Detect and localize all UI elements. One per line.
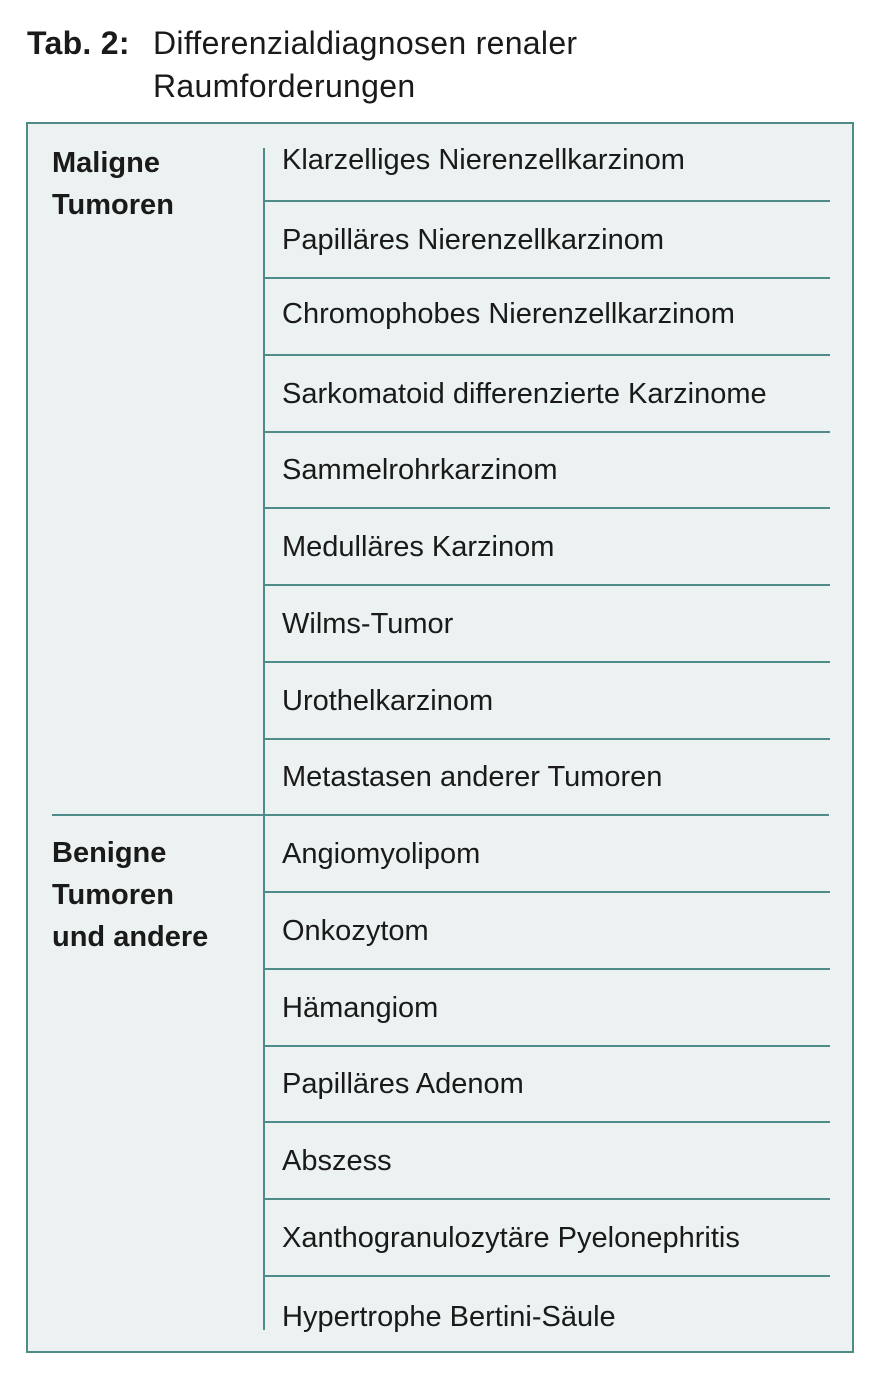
row-divider — [264, 507, 830, 509]
row-divider — [264, 584, 830, 586]
table-caption — [27, 22, 867, 108]
list-item: Papilläres Adenom — [282, 1068, 524, 1100]
caption-line-1 — [27, 22, 867, 65]
group-label-malignant — [52, 142, 252, 226]
group-benign — [28, 816, 852, 1351]
row-divider — [264, 1045, 830, 1047]
list-item: Papilläres Nierenzellkarzinom — [282, 224, 664, 256]
list-item: Hämangiom — [282, 992, 439, 1024]
group-label-line: und andere — [52, 921, 209, 953]
group-label-benign — [52, 832, 252, 958]
list-item: Xanthogranulozytäre Pyelonephritis — [282, 1222, 740, 1254]
list-item: Klarzelliges Nierenzellkarzinom — [282, 144, 685, 176]
caption-title-line-1: Differenzialdiagnosen renaler — [153, 25, 578, 61]
row-divider — [264, 738, 830, 740]
group-label-line: Tumoren — [52, 189, 174, 221]
row-divider — [264, 968, 830, 970]
row-divider — [264, 1198, 830, 1200]
differential-diagnosis-table — [26, 122, 854, 1353]
caption-label: Tab. 2: — [27, 25, 130, 61]
row-divider — [264, 661, 830, 663]
group-label-line: Benigne — [52, 837, 167, 869]
list-item: Onkozytom — [282, 915, 429, 947]
list-item: Urothelkarzinom — [282, 685, 494, 717]
caption-title-line-2: Raumforderungen — [153, 68, 416, 104]
list-item: Sarkomatoid differenzierte Karzinome — [282, 378, 767, 410]
row-divider — [264, 431, 830, 433]
list-item: Angiomyolipom — [282, 838, 481, 870]
group-label-line: Tumoren — [52, 879, 174, 911]
group-label-line: Maligne — [52, 147, 160, 179]
list-item: Hypertrophe Bertini-Säule — [282, 1301, 616, 1333]
list-item: Metastasen anderer Tumoren — [282, 761, 663, 793]
row-divider — [264, 277, 830, 279]
row-divider — [264, 1121, 830, 1123]
row-divider — [264, 891, 830, 893]
group-malignant — [28, 124, 852, 816]
list-item: Abszess — [282, 1145, 392, 1177]
list-item: Medulläres Karzinom — [282, 531, 555, 563]
list-item: Sammelrohrkarzinom — [282, 454, 558, 486]
row-divider — [264, 354, 830, 356]
row-divider — [264, 200, 830, 202]
row-divider — [264, 1275, 830, 1277]
list-item: Chromophobes Nierenzellkarzinom — [282, 298, 735, 330]
list-item: Wilms-Tumor — [282, 608, 454, 640]
